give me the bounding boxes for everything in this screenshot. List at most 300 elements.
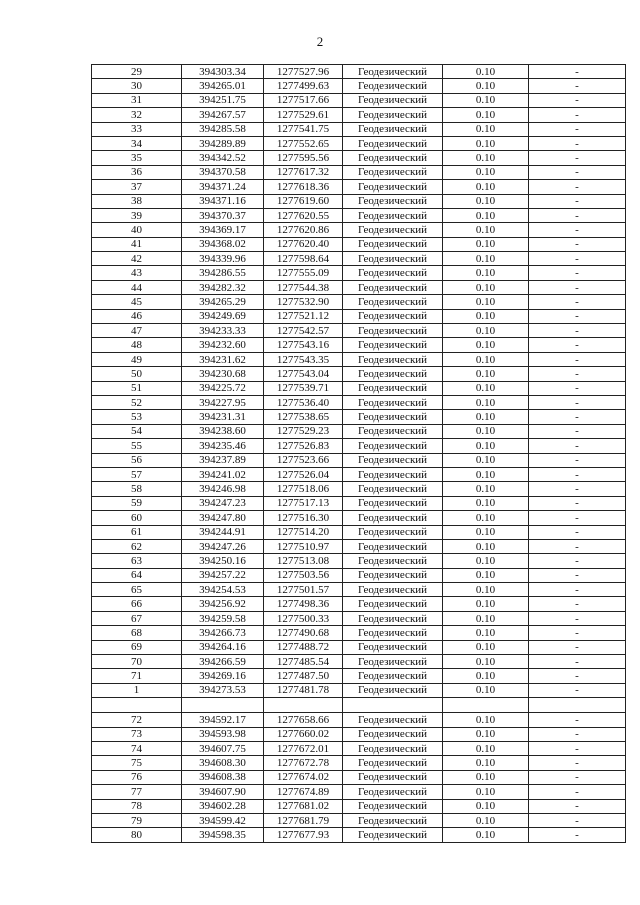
page-number: 2 bbox=[316, 34, 324, 49]
x-coordinate-cell: 394231.31 bbox=[182, 410, 264, 424]
y-coordinate-cell: 1277543.16 bbox=[264, 338, 343, 352]
y-coordinate-cell: 1277526.04 bbox=[264, 467, 343, 481]
method-cell: Геодезический bbox=[343, 568, 443, 582]
table-row bbox=[92, 713, 626, 727]
point-number-cell: 39 bbox=[92, 208, 182, 222]
method-cell: Геодезический bbox=[343, 799, 443, 813]
x-coordinate-cell: 394289.89 bbox=[182, 136, 264, 150]
table-row bbox=[92, 482, 626, 496]
x-coordinate-cell: 394233.33 bbox=[182, 324, 264, 338]
y-coordinate-cell: 1277619.60 bbox=[264, 194, 343, 208]
x-coordinate-cell: 394227.95 bbox=[182, 395, 264, 409]
accuracy-cell: 0.10 bbox=[443, 554, 529, 568]
x-coordinate-cell: 394232.60 bbox=[182, 338, 264, 352]
description-cell: - bbox=[529, 799, 626, 813]
x-coordinate-cell: 394256.92 bbox=[182, 597, 264, 611]
description-cell: - bbox=[529, 180, 626, 194]
accuracy-cell: 0.10 bbox=[443, 568, 529, 582]
accuracy-cell: 0.10 bbox=[443, 785, 529, 799]
x-coordinate-cell: 394267.57 bbox=[182, 108, 264, 122]
x-coordinate-cell: 394286.55 bbox=[182, 266, 264, 280]
description-cell: - bbox=[529, 683, 626, 697]
accuracy-cell: 0.10 bbox=[443, 669, 529, 683]
y-coordinate-cell: 1277503.56 bbox=[264, 568, 343, 582]
description-cell: - bbox=[529, 309, 626, 323]
x-coordinate-cell: 394273.53 bbox=[182, 683, 264, 697]
method-cell: Геодезический bbox=[343, 338, 443, 352]
method-cell: Геодезический bbox=[343, 165, 443, 179]
x-coordinate-cell: 394264.16 bbox=[182, 640, 264, 654]
accuracy-cell: 0.10 bbox=[443, 467, 529, 481]
table-row bbox=[92, 180, 626, 194]
table-row bbox=[92, 698, 626, 713]
x-coordinate-cell: 394608.30 bbox=[182, 756, 264, 770]
accuracy-cell: 0.10 bbox=[443, 424, 529, 438]
method-cell: Геодезический bbox=[343, 65, 443, 79]
point-number-cell: 36 bbox=[92, 165, 182, 179]
method-cell: Геодезический bbox=[343, 352, 443, 366]
table-row bbox=[92, 640, 626, 654]
x-coordinate-cell: 394247.26 bbox=[182, 539, 264, 553]
point-number-cell bbox=[92, 698, 182, 713]
accuracy-cell: 0.10 bbox=[443, 597, 529, 611]
x-coordinate-cell: 394259.58 bbox=[182, 611, 264, 625]
description-cell: - bbox=[529, 727, 626, 741]
method-cell: Геодезический bbox=[343, 194, 443, 208]
point-number-cell: 65 bbox=[92, 583, 182, 597]
method-cell: Геодезический bbox=[343, 626, 443, 640]
description-cell: - bbox=[529, 597, 626, 611]
table-row bbox=[92, 395, 626, 409]
table-row bbox=[92, 424, 626, 438]
description-cell: - bbox=[529, 539, 626, 553]
x-coordinate-cell bbox=[182, 698, 264, 713]
description-cell bbox=[529, 698, 626, 713]
description-cell: - bbox=[529, 770, 626, 784]
accuracy-cell: 0.10 bbox=[443, 295, 529, 309]
method-cell: Геодезический bbox=[343, 266, 443, 280]
y-coordinate-cell: 1277499.63 bbox=[264, 79, 343, 93]
method-cell: Геодезический bbox=[343, 669, 443, 683]
table-row bbox=[92, 93, 626, 107]
description-cell: - bbox=[529, 252, 626, 266]
table-row bbox=[92, 741, 626, 755]
accuracy-cell: 0.10 bbox=[443, 640, 529, 654]
point-number-cell: 63 bbox=[92, 554, 182, 568]
x-coordinate-cell: 394251.75 bbox=[182, 93, 264, 107]
table-row bbox=[92, 324, 626, 338]
x-coordinate-cell: 394371.16 bbox=[182, 194, 264, 208]
description-cell: - bbox=[529, 338, 626, 352]
y-coordinate-cell: 1277481.78 bbox=[264, 683, 343, 697]
x-coordinate-cell: 394282.32 bbox=[182, 280, 264, 294]
table-row bbox=[92, 568, 626, 582]
accuracy-cell: 0.10 bbox=[443, 252, 529, 266]
accuracy-cell: 0.10 bbox=[443, 683, 529, 697]
method-cell: Геодезический bbox=[343, 151, 443, 165]
y-coordinate-cell: 1277517.66 bbox=[264, 93, 343, 107]
y-coordinate-cell: 1277517.13 bbox=[264, 496, 343, 510]
accuracy-cell: 0.10 bbox=[443, 266, 529, 280]
table-row bbox=[92, 309, 626, 323]
method-cell: Геодезический bbox=[343, 785, 443, 799]
x-coordinate-cell: 394371.24 bbox=[182, 180, 264, 194]
table-row bbox=[92, 467, 626, 481]
point-number-cell: 74 bbox=[92, 741, 182, 755]
accuracy-cell: 0.10 bbox=[443, 813, 529, 827]
accuracy-cell: 0.10 bbox=[443, 79, 529, 93]
y-coordinate-cell: 1277658.66 bbox=[264, 713, 343, 727]
method-cell: Геодезический bbox=[343, 583, 443, 597]
accuracy-cell: 0.10 bbox=[443, 309, 529, 323]
y-coordinate-cell: 1277542.57 bbox=[264, 324, 343, 338]
method-cell: Геодезический bbox=[343, 611, 443, 625]
y-coordinate-cell: 1277510.97 bbox=[264, 539, 343, 553]
description-cell: - bbox=[529, 525, 626, 539]
point-number-cell: 56 bbox=[92, 453, 182, 467]
table-row bbox=[92, 453, 626, 467]
point-number-cell: 40 bbox=[92, 223, 182, 237]
method-cell: Геодезический bbox=[343, 597, 443, 611]
x-coordinate-cell: 394231.62 bbox=[182, 352, 264, 366]
y-coordinate-cell: 1277541.75 bbox=[264, 122, 343, 136]
x-coordinate-cell: 394370.58 bbox=[182, 165, 264, 179]
y-coordinate-cell: 1277526.83 bbox=[264, 439, 343, 453]
point-number-cell: 48 bbox=[92, 338, 182, 352]
description-cell: - bbox=[529, 280, 626, 294]
point-number-cell: 46 bbox=[92, 309, 182, 323]
table-row bbox=[92, 539, 626, 553]
point-number-cell: 62 bbox=[92, 539, 182, 553]
accuracy-cell: 0.10 bbox=[443, 208, 529, 222]
y-coordinate-cell: 1277539.71 bbox=[264, 381, 343, 395]
description-cell: - bbox=[529, 122, 626, 136]
x-coordinate-cell: 394266.59 bbox=[182, 655, 264, 669]
point-number-cell: 31 bbox=[92, 93, 182, 107]
accuracy-cell: 0.10 bbox=[443, 770, 529, 784]
accuracy-cell: 0.10 bbox=[443, 583, 529, 597]
y-coordinate-cell: 1277552.65 bbox=[264, 136, 343, 150]
table-row bbox=[92, 669, 626, 683]
point-number-cell: 64 bbox=[92, 568, 182, 582]
y-coordinate-cell: 1277485.54 bbox=[264, 655, 343, 669]
accuracy-cell: 0.10 bbox=[443, 611, 529, 625]
point-number-cell: 33 bbox=[92, 122, 182, 136]
y-coordinate-cell bbox=[264, 698, 343, 713]
method-cell: Геодезический bbox=[343, 223, 443, 237]
accuracy-cell: 0.10 bbox=[443, 381, 529, 395]
accuracy-cell: 0.10 bbox=[443, 756, 529, 770]
x-coordinate-cell: 394247.80 bbox=[182, 511, 264, 525]
y-coordinate-cell: 1277532.90 bbox=[264, 295, 343, 309]
description-cell: - bbox=[529, 496, 626, 510]
x-coordinate-cell: 394247.23 bbox=[182, 496, 264, 510]
table-row bbox=[92, 410, 626, 424]
accuracy-cell: 0.10 bbox=[443, 410, 529, 424]
y-coordinate-cell: 1277518.06 bbox=[264, 482, 343, 496]
x-coordinate-cell: 394250.16 bbox=[182, 554, 264, 568]
y-coordinate-cell: 1277543.04 bbox=[264, 367, 343, 381]
point-number-cell: 78 bbox=[92, 799, 182, 813]
y-coordinate-cell: 1277521.12 bbox=[264, 309, 343, 323]
point-number-cell: 67 bbox=[92, 611, 182, 625]
y-coordinate-cell: 1277681.02 bbox=[264, 799, 343, 813]
accuracy-cell bbox=[443, 698, 529, 713]
description-cell: - bbox=[529, 655, 626, 669]
description-cell: - bbox=[529, 568, 626, 582]
point-number-cell: 50 bbox=[92, 367, 182, 381]
point-number-cell: 59 bbox=[92, 496, 182, 510]
method-cell: Геодезический bbox=[343, 208, 443, 222]
description-cell: - bbox=[529, 424, 626, 438]
method-cell: Геодезический bbox=[343, 309, 443, 323]
x-coordinate-cell: 394339.96 bbox=[182, 252, 264, 266]
x-coordinate-cell: 394607.75 bbox=[182, 741, 264, 755]
accuracy-cell: 0.10 bbox=[443, 482, 529, 496]
point-number-cell: 68 bbox=[92, 626, 182, 640]
y-coordinate-cell: 1277677.93 bbox=[264, 828, 343, 842]
method-cell bbox=[343, 698, 443, 713]
point-number-cell: 58 bbox=[92, 482, 182, 496]
x-coordinate-cell: 394254.53 bbox=[182, 583, 264, 597]
point-number-cell: 42 bbox=[92, 252, 182, 266]
accuracy-cell: 0.10 bbox=[443, 93, 529, 107]
table-row bbox=[92, 280, 626, 294]
x-coordinate-cell: 394598.35 bbox=[182, 828, 264, 842]
table-row bbox=[92, 338, 626, 352]
description-cell: - bbox=[529, 785, 626, 799]
method-cell: Геодезический bbox=[343, 108, 443, 122]
y-coordinate-cell: 1277620.40 bbox=[264, 237, 343, 251]
method-cell: Геодезический bbox=[343, 683, 443, 697]
description-cell: - bbox=[529, 266, 626, 280]
description-cell: - bbox=[529, 611, 626, 625]
description-cell: - bbox=[529, 756, 626, 770]
y-coordinate-cell: 1277672.78 bbox=[264, 756, 343, 770]
accuracy-cell: 0.10 bbox=[443, 280, 529, 294]
accuracy-cell: 0.10 bbox=[443, 223, 529, 237]
method-cell: Геодезический bbox=[343, 252, 443, 266]
coordinates-table-body bbox=[92, 65, 626, 843]
description-cell: - bbox=[529, 813, 626, 827]
table-row bbox=[92, 165, 626, 179]
description-cell: - bbox=[529, 828, 626, 842]
point-number-cell: 47 bbox=[92, 324, 182, 338]
method-cell: Геодезический bbox=[343, 496, 443, 510]
accuracy-cell: 0.10 bbox=[443, 453, 529, 467]
method-cell: Геодезический bbox=[343, 741, 443, 755]
description-cell: - bbox=[529, 640, 626, 654]
table-row bbox=[92, 439, 626, 453]
description-cell: - bbox=[529, 482, 626, 496]
method-cell: Геодезический bbox=[343, 511, 443, 525]
description-cell: - bbox=[529, 136, 626, 150]
description-cell: - bbox=[529, 79, 626, 93]
x-coordinate-cell: 394368.02 bbox=[182, 237, 264, 251]
point-number-cell: 30 bbox=[92, 79, 182, 93]
y-coordinate-cell: 1277529.23 bbox=[264, 424, 343, 438]
x-coordinate-cell: 394592.17 bbox=[182, 713, 264, 727]
description-cell: - bbox=[529, 194, 626, 208]
method-cell: Геодезический bbox=[343, 539, 443, 553]
accuracy-cell: 0.10 bbox=[443, 741, 529, 755]
accuracy-cell: 0.10 bbox=[443, 799, 529, 813]
table-row bbox=[92, 683, 626, 697]
method-cell: Геодезический bbox=[343, 424, 443, 438]
point-number-cell: 80 bbox=[92, 828, 182, 842]
x-coordinate-cell: 394342.52 bbox=[182, 151, 264, 165]
accuracy-cell: 0.10 bbox=[443, 525, 529, 539]
x-coordinate-cell: 394599.42 bbox=[182, 813, 264, 827]
y-coordinate-cell: 1277620.55 bbox=[264, 208, 343, 222]
description-cell: - bbox=[529, 439, 626, 453]
point-number-cell: 34 bbox=[92, 136, 182, 150]
y-coordinate-cell: 1277681.79 bbox=[264, 813, 343, 827]
accuracy-cell: 0.10 bbox=[443, 180, 529, 194]
table-row bbox=[92, 295, 626, 309]
y-coordinate-cell: 1277617.32 bbox=[264, 165, 343, 179]
y-coordinate-cell: 1277501.57 bbox=[264, 583, 343, 597]
x-coordinate-cell: 394369.17 bbox=[182, 223, 264, 237]
method-cell: Геодезический bbox=[343, 727, 443, 741]
accuracy-cell: 0.10 bbox=[443, 395, 529, 409]
table-row bbox=[92, 65, 626, 79]
accuracy-cell: 0.10 bbox=[443, 324, 529, 338]
accuracy-cell: 0.10 bbox=[443, 352, 529, 366]
point-number-cell: 69 bbox=[92, 640, 182, 654]
table-row bbox=[92, 381, 626, 395]
method-cell: Геодезический bbox=[343, 713, 443, 727]
point-number-cell: 37 bbox=[92, 180, 182, 194]
method-cell: Геодезический bbox=[343, 280, 443, 294]
accuracy-cell: 0.10 bbox=[443, 511, 529, 525]
x-coordinate-cell: 394230.68 bbox=[182, 367, 264, 381]
accuracy-cell: 0.10 bbox=[443, 367, 529, 381]
method-cell: Геодезический bbox=[343, 136, 443, 150]
method-cell: Геодезический bbox=[343, 467, 443, 481]
description-cell: - bbox=[529, 626, 626, 640]
method-cell: Геодезический bbox=[343, 367, 443, 381]
method-cell: Геодезический bbox=[343, 295, 443, 309]
method-cell: Геодезический bbox=[343, 482, 443, 496]
accuracy-cell: 0.10 bbox=[443, 338, 529, 352]
y-coordinate-cell: 1277618.36 bbox=[264, 180, 343, 194]
table-row bbox=[92, 352, 626, 366]
y-coordinate-cell: 1277529.61 bbox=[264, 108, 343, 122]
y-coordinate-cell: 1277514.20 bbox=[264, 525, 343, 539]
point-number-cell: 60 bbox=[92, 511, 182, 525]
description-cell: - bbox=[529, 381, 626, 395]
point-number-cell: 57 bbox=[92, 467, 182, 481]
table-row bbox=[92, 799, 626, 813]
description-cell: - bbox=[529, 367, 626, 381]
x-coordinate-cell: 394257.22 bbox=[182, 568, 264, 582]
description-cell: - bbox=[529, 511, 626, 525]
table-row bbox=[92, 626, 626, 640]
accuracy-cell: 0.10 bbox=[443, 828, 529, 842]
description-cell: - bbox=[529, 713, 626, 727]
accuracy-cell: 0.10 bbox=[443, 237, 529, 251]
accuracy-cell: 0.10 bbox=[443, 65, 529, 79]
point-number-cell: 51 bbox=[92, 381, 182, 395]
description-cell: - bbox=[529, 151, 626, 165]
y-coordinate-cell: 1277674.89 bbox=[264, 785, 343, 799]
y-coordinate-cell: 1277487.50 bbox=[264, 669, 343, 683]
table-row bbox=[92, 727, 626, 741]
y-coordinate-cell: 1277595.56 bbox=[264, 151, 343, 165]
y-coordinate-cell: 1277498.36 bbox=[264, 597, 343, 611]
table-row bbox=[92, 136, 626, 150]
x-coordinate-cell: 394241.02 bbox=[182, 467, 264, 481]
point-number-cell: 70 bbox=[92, 655, 182, 669]
description-cell: - bbox=[529, 352, 626, 366]
y-coordinate-cell: 1277598.64 bbox=[264, 252, 343, 266]
accuracy-cell: 0.10 bbox=[443, 108, 529, 122]
point-number-cell: 77 bbox=[92, 785, 182, 799]
point-number-cell: 73 bbox=[92, 727, 182, 741]
y-coordinate-cell: 1277543.35 bbox=[264, 352, 343, 366]
method-cell: Геодезический bbox=[343, 395, 443, 409]
accuracy-cell: 0.10 bbox=[443, 151, 529, 165]
x-coordinate-cell: 394303.34 bbox=[182, 65, 264, 79]
point-number-cell: 1 bbox=[92, 683, 182, 697]
y-coordinate-cell: 1277538.65 bbox=[264, 410, 343, 424]
method-cell: Геодезический bbox=[343, 655, 443, 669]
point-number-cell: 52 bbox=[92, 395, 182, 409]
method-cell: Геодезический bbox=[343, 554, 443, 568]
method-cell: Геодезический bbox=[343, 180, 443, 194]
y-coordinate-cell: 1277620.86 bbox=[264, 223, 343, 237]
table-row bbox=[92, 597, 626, 611]
accuracy-cell: 0.10 bbox=[443, 439, 529, 453]
table-row bbox=[92, 367, 626, 381]
description-cell: - bbox=[529, 741, 626, 755]
x-coordinate-cell: 394265.29 bbox=[182, 295, 264, 309]
description-cell: - bbox=[529, 583, 626, 597]
accuracy-cell: 0.10 bbox=[443, 496, 529, 510]
table-row bbox=[92, 525, 626, 539]
table-row bbox=[92, 611, 626, 625]
y-coordinate-cell: 1277516.30 bbox=[264, 511, 343, 525]
description-cell: - bbox=[529, 208, 626, 222]
x-coordinate-cell: 394607.90 bbox=[182, 785, 264, 799]
method-cell: Геодезический bbox=[343, 640, 443, 654]
point-number-cell: 29 bbox=[92, 65, 182, 79]
point-number-cell: 54 bbox=[92, 424, 182, 438]
method-cell: Геодезический bbox=[343, 237, 443, 251]
x-coordinate-cell: 394285.58 bbox=[182, 122, 264, 136]
description-cell: - bbox=[529, 108, 626, 122]
point-number-cell: 49 bbox=[92, 352, 182, 366]
x-coordinate-cell: 394608.38 bbox=[182, 770, 264, 784]
y-coordinate-cell: 1277536.40 bbox=[264, 395, 343, 409]
x-coordinate-cell: 394237.89 bbox=[182, 453, 264, 467]
x-coordinate-cell: 394225.72 bbox=[182, 381, 264, 395]
coordinates-table bbox=[91, 64, 626, 843]
point-number-cell: 76 bbox=[92, 770, 182, 784]
x-coordinate-cell: 394266.73 bbox=[182, 626, 264, 640]
method-cell: Геодезический bbox=[343, 525, 443, 539]
x-coordinate-cell: 394235.46 bbox=[182, 439, 264, 453]
description-cell: - bbox=[529, 467, 626, 481]
accuracy-cell: 0.10 bbox=[443, 165, 529, 179]
point-number-cell: 71 bbox=[92, 669, 182, 683]
accuracy-cell: 0.10 bbox=[443, 122, 529, 136]
x-coordinate-cell: 394244.91 bbox=[182, 525, 264, 539]
point-number-cell: 75 bbox=[92, 756, 182, 770]
x-coordinate-cell: 394593.98 bbox=[182, 727, 264, 741]
description-cell: - bbox=[529, 410, 626, 424]
